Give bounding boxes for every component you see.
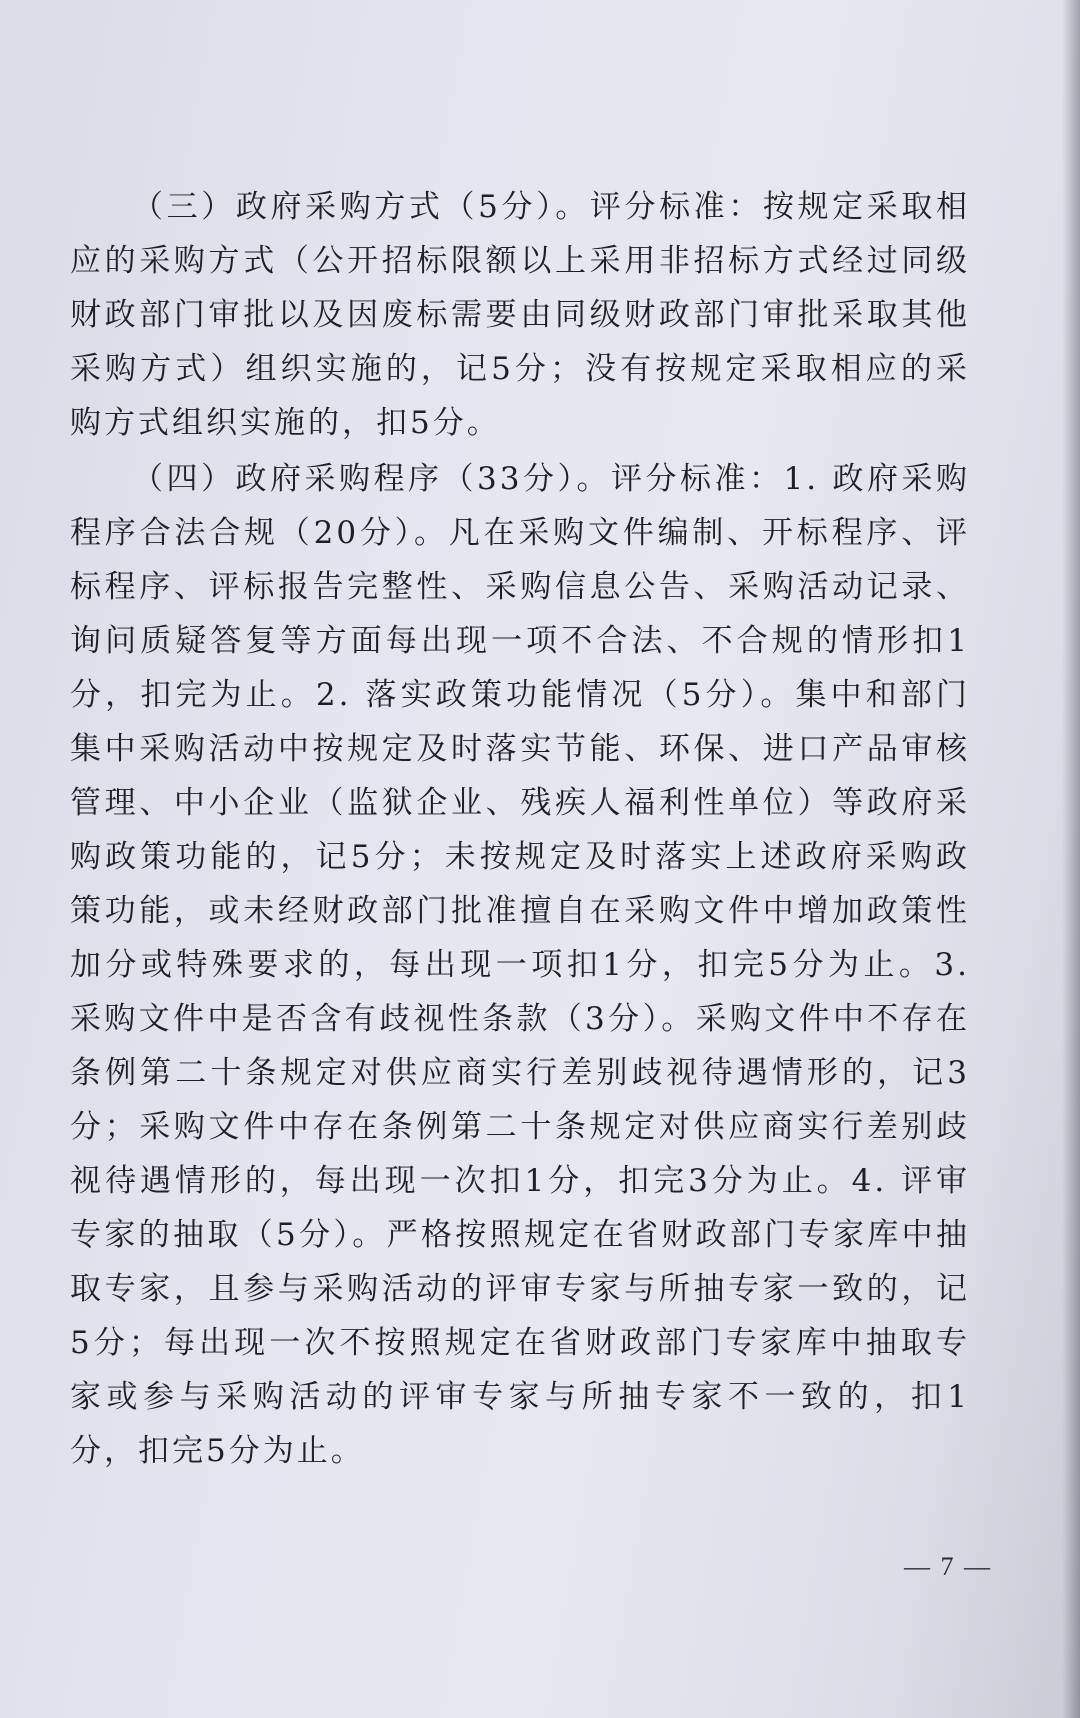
paragraph-procurement-procedure: （四）政府采购程序（33分）。评分标准：1. 政府采购程序合法合规（20分）。凡在采购文件编制、开标程序、评标程序、评标报告完整性、采购信息公告、采购活动记录、询问质疑答复等方面每出现一项不合法、不合规的情形扣1分，扣完为止。2. 落实政策功能情况（5分）。集中和部门集中采购活动中按规定及时落实节能、环保、进口产品审核管理、中小企业（监狱企业、残疾人福利性单位）等政府采购政策功能的，记5分；未按规定及时落实上述政府采购政策功能，或未经财政部门批准擅自在采购文件中增加政策性加分或特殊要求的，每出现一项扣1分，扣完5分为止。3. 采购文件中是否含有歧视性条款（3分）。采购文件中不存在条例第二十条规定对供应商实行差别歧视待遇情形的，记3分；采购文件中存在条例第二十条规定对供应商实行差别歧视待遇情形的，每出现一次扣1分，扣完3分为止。4. 评审专家的抽取（5分）。严格按照规定在省财政部门专家库中抽取专家，且参与采购活动的评审专家与所抽专家一致的，记5分；每出现一次不按照规定在省财政部门专家库中抽取专家或参与采购活动的评审专家与所抽专家不一致的，扣1分，扣完5分为止。: [70, 461, 970, 1469]
paragraph-procurement-method: （三）政府采购方式（5分）。评分标准：按规定采取相应的采购方式（公开招标限额以上采用非招标方式经过同级财政部门审批以及因废标需要由同级财政部门审批采取其他采购方式）组织实施的，记5分；没有按规定采取相应的采购方式组织实施的，扣5分。: [70, 189, 970, 441]
page-number: — 7 —: [904, 1552, 992, 1581]
page-edge-shadow: [1062, 0, 1080, 1718]
document-body: [70, 180, 970, 1480]
